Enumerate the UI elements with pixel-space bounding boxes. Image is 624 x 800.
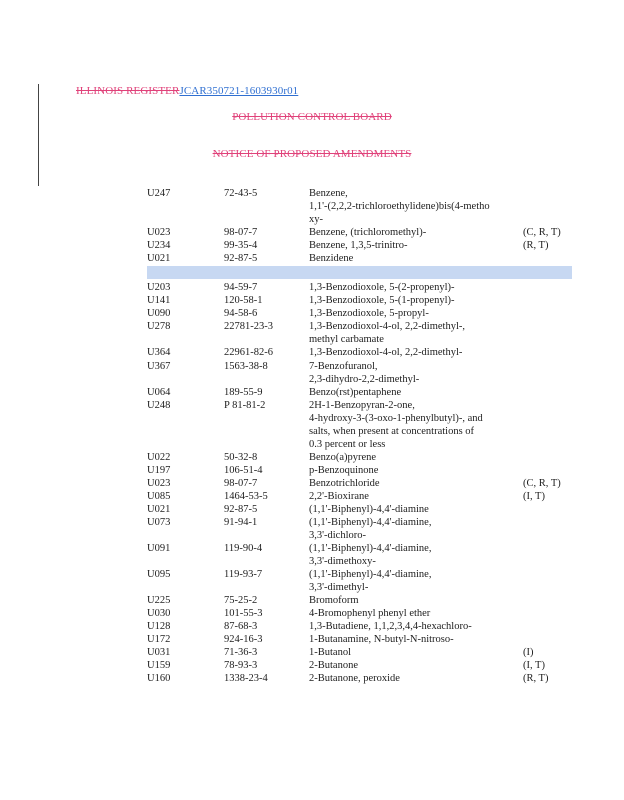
chemical-name-line: 0.3 percent or less — [309, 438, 386, 450]
waste-code: U023 — [147, 477, 171, 489]
cas-number: 92-87-5 — [224, 253, 258, 265]
highlighted-blank-row — [147, 266, 572, 279]
chemical-name-line: Benzidene — [309, 253, 354, 265]
chemical-name-line: Benzene, 1,3,5-trinitro- — [309, 240, 408, 252]
waste-code: U091 — [147, 543, 171, 555]
chemical-name-line: 1-Butanamine, N-butyl-N-nitroso- — [309, 634, 454, 646]
hazard-code: (C, R, T) — [523, 477, 561, 489]
chemical-name-line: 1,3-Benzodioxole, 5-(1-propenyl)- — [309, 295, 455, 307]
chemical-name-line: 1,1'-(2,2,2-trichloroethylidene)bis(4-metho — [309, 201, 490, 212]
waste-code: U367 — [147, 360, 171, 372]
waste-code: U248 — [147, 399, 171, 411]
chemical-name — [309, 672, 514, 685]
chemical-name — [309, 399, 514, 451]
chemical-name-line: 3,3'-dimethoxy- — [309, 556, 376, 568]
chemical-name-line: p-Benzoquinone — [309, 464, 379, 476]
cas-number: 75-25-2 — [224, 595, 258, 607]
cas-number: 1563-38-8 — [224, 360, 268, 372]
cas-number: 94-59-7 — [224, 282, 258, 294]
waste-code: U085 — [147, 490, 171, 502]
chemical-name — [309, 503, 514, 516]
hazard-code: (R, T) — [523, 673, 549, 685]
cas-number: 50-32-8 — [224, 451, 258, 463]
chemical-name-line: 1-Butanol — [309, 647, 351, 659]
cas-number: 71-36-3 — [224, 647, 258, 659]
chemical-name — [309, 568, 514, 594]
chemical-name — [309, 542, 514, 568]
chemical-name-line: Benzotrichloride — [309, 477, 380, 489]
waste-code: U095 — [147, 569, 171, 581]
waste-code: U159 — [147, 660, 171, 672]
cas-number: 924-16-3 — [224, 634, 263, 646]
chemical-name — [309, 607, 514, 620]
chemical-name — [309, 239, 514, 252]
chemical-name-line: 1,3-Benzodioxole, 5-propyl- — [309, 308, 429, 320]
cas-number: 119-93-7 — [224, 569, 263, 581]
chemical-name — [309, 226, 514, 239]
chemical-name — [309, 307, 514, 320]
cas-number: 1464-53-5 — [224, 490, 268, 502]
hazard-code: (I) — [523, 647, 534, 659]
chemical-name — [309, 451, 514, 464]
notice-title: NOTICE OF PROPOSED AMENDMENTS — [212, 148, 412, 160]
chemical-name-line: (1,1'-Biphenyl)-4,4'-diamine, — [309, 543, 432, 555]
cas-number: 72-43-5 — [224, 188, 258, 199]
chemical-name-line: 1,3-Butadiene, 1,1,2,3,4,4-hexachloro- — [309, 621, 472, 633]
chemical-name-line: 2,3-dihydro-2,2-dimethyl- — [309, 373, 420, 385]
chemical-name — [309, 477, 514, 490]
waste-code: U030 — [147, 608, 171, 620]
chemical-name-line: 7-Benzofuranol, — [309, 360, 378, 372]
waste-code: U022 — [147, 451, 171, 463]
cas-number: 98-07-7 — [224, 227, 258, 239]
chemical-name — [309, 386, 514, 399]
chemical-name — [309, 516, 514, 542]
chemical-name-line: Benzene, (trichloromethyl)- — [309, 227, 427, 239]
hazard-code: (I, T) — [523, 660, 545, 672]
chemical-name-line: methyl carbamate — [309, 334, 384, 346]
chemical-name — [309, 281, 514, 294]
document-code: JCAR350721-1603930r01 — [179, 85, 299, 97]
chemical-name — [309, 646, 514, 659]
waste-code: U141 — [147, 295, 171, 307]
cas-number: 78-93-3 — [224, 660, 258, 672]
chemical-name — [309, 346, 514, 359]
chemical-name — [309, 464, 514, 477]
waste-code: U090 — [147, 308, 171, 320]
chemical-name-line: 4-hydroxy-3-(3-oxo-1-phenylbutyl)-, and — [309, 412, 483, 424]
chemical-name-line: 2-Butanone, peroxide — [309, 673, 400, 685]
chemical-name — [309, 659, 514, 672]
cas-number: 189-55-9 — [224, 386, 263, 398]
chemical-name-line: salts, when present at concentrations of — [309, 425, 475, 437]
waste-code: U160 — [147, 673, 171, 685]
cas-number: 22781-23-3 — [224, 321, 273, 333]
waste-code: U031 — [147, 647, 171, 659]
cas-number: 22961-82-6 — [224, 347, 273, 359]
waste-code: U128 — [147, 621, 171, 633]
cas-number: 87-68-3 — [224, 621, 258, 633]
chemical-name — [309, 490, 514, 503]
waste-code: U203 — [147, 282, 171, 294]
chemical-name — [309, 187, 514, 226]
chemical-name — [309, 360, 514, 386]
chemical-name-line: (1,1'-Biphenyl)-4,4'-diamine, — [309, 569, 432, 581]
waste-code: U197 — [147, 464, 171, 476]
chemical-name-line: 1,3-Benzodioxol-4-ol, 2,2-dimethyl- — [309, 347, 463, 359]
waste-code: U021 — [147, 253, 171, 265]
chemical-name-line: 3,3'-dichloro- — [309, 530, 367, 541]
chemical-name — [309, 252, 514, 265]
waste-code: U021 — [147, 503, 171, 515]
waste-code: U278 — [147, 321, 171, 333]
chemical-name-line: (1,1'-Biphenyl)-4,4'-diamine, — [309, 517, 432, 528]
waste-code: U234 — [147, 240, 171, 252]
cas-number: 99-35-4 — [224, 240, 258, 252]
waste-code: U364 — [147, 347, 171, 359]
cas-number: 98-07-7 — [224, 477, 258, 489]
waste-code: U064 — [147, 386, 171, 398]
waste-code: U073 — [147, 517, 171, 528]
chemical-name-line: xy- — [309, 214, 323, 225]
chemical-name-line: 3,3'-dimethyl- — [309, 582, 369, 594]
hazard-code: (C, R, T) — [523, 227, 561, 239]
chemical-name — [309, 594, 514, 607]
cas-number: 106-51-4 — [224, 464, 263, 476]
cas-number: 119-90-4 — [224, 543, 263, 555]
chemical-name — [309, 320, 514, 346]
chemical-name-line: 1,3-Benzodioxol-4-ol, 2,2-dimethyl-, — [309, 321, 466, 333]
chemical-name — [309, 620, 514, 633]
cas-number: 1338-23-4 — [224, 673, 268, 685]
hazard-code: (I, T) — [523, 490, 545, 502]
chemical-name-line: 1,3-Benzodioxole, 5-(2-propenyl)- — [309, 282, 455, 294]
chemical-name-line: 2-Butanone — [309, 660, 358, 672]
waste-code: U023 — [147, 227, 171, 239]
cas-number: 120-58-1 — [224, 295, 263, 307]
cas-number: 101-55-3 — [224, 608, 263, 620]
chemical-name-line: 2H-1-Benzopyran-2-one, — [309, 399, 415, 411]
chemical-name-line: Benzo(a)pyrene — [309, 451, 377, 463]
hazard-code: (R, T) — [523, 240, 549, 252]
chemical-name-line: Bromoform — [309, 595, 359, 607]
chemical-name-line: Benzene, — [309, 188, 348, 199]
chemical-name-line: Benzo(rst)pentaphene — [309, 386, 402, 398]
chemical-name-line: 2,2'-Bioxirane — [309, 490, 369, 502]
cas-number: 94-58-6 — [224, 308, 258, 320]
chemical-name-line: (1,1'-Biphenyl)-4,4'-diamine — [309, 503, 429, 515]
waste-code: U247 — [147, 188, 171, 199]
cas-number: 92-87-5 — [224, 503, 258, 515]
waste-code: U225 — [147, 595, 171, 607]
chemical-name — [309, 633, 514, 646]
chemical-name-line: 4-Bromophenyl phenyl ether — [309, 608, 431, 620]
register-title: ILLINOIS REGISTER — [76, 85, 180, 97]
board-title: POLLUTION CONTROL BOARD — [232, 111, 392, 123]
waste-code: U172 — [147, 634, 171, 646]
cas-number: 91-94-1 — [224, 517, 258, 528]
chemical-name — [309, 294, 514, 307]
cas-number: P 81-81-2 — [224, 399, 266, 411]
